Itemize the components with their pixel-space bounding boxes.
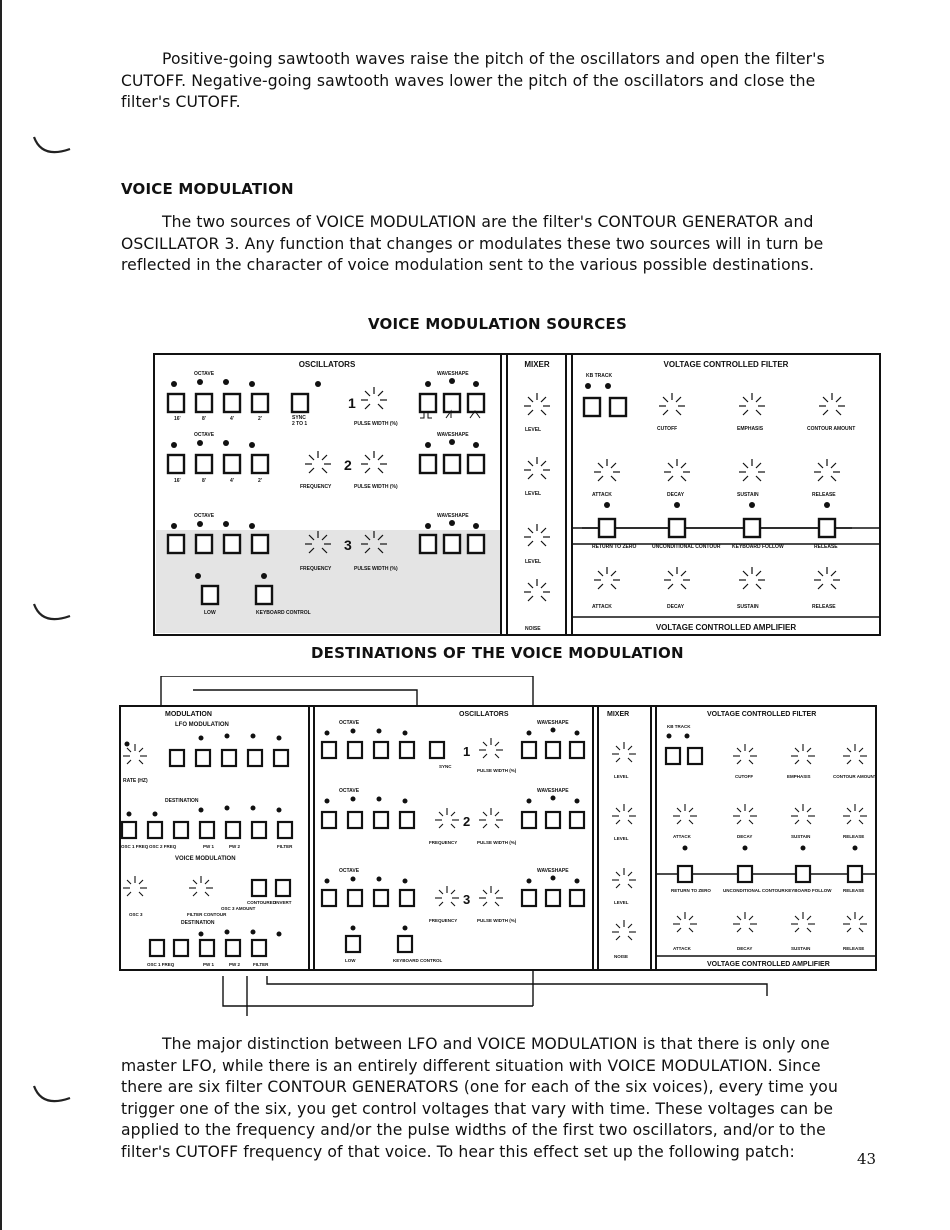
svg-text:CONTOURED: CONTOURED bbox=[247, 900, 276, 905]
svg-text:8': 8' bbox=[202, 478, 206, 484]
svg-text:RELEASE: RELEASE bbox=[812, 492, 836, 498]
svg-text:16': 16' bbox=[174, 416, 181, 422]
svg-text:FILTER: FILTER bbox=[277, 844, 293, 849]
svg-text:DECAY: DECAY bbox=[667, 492, 685, 498]
svg-text:KEYBOARD CONTROL: KEYBOARD CONTROL bbox=[393, 958, 443, 963]
svg-text:2': 2' bbox=[258, 416, 262, 422]
svg-text:RATE (HZ): RATE (HZ) bbox=[123, 778, 148, 784]
svg-text:OSC 3: OSC 3 bbox=[129, 912, 143, 917]
svg-text:LEVEL: LEVEL bbox=[614, 900, 629, 905]
page-number: 43 bbox=[857, 1150, 877, 1168]
svg-text:2 TO 1: 2 TO 1 bbox=[292, 421, 308, 427]
voice-modulation-paragraph: The two sources of VOICE MODULATION are the filter's CONTOUR GENERATOR and OSCILLATOR 3. Any function that changes or modulates these two sources will in turn be reflected in the character of voice modulation sent to the various possible destinations. bbox=[121, 213, 824, 274]
svg-text:CONTOUR AMOUNT: CONTOUR AMOUNT bbox=[807, 426, 856, 432]
svg-text:SUSTAIN: SUSTAIN bbox=[791, 834, 811, 839]
svg-text:ATTACK: ATTACK bbox=[592, 492, 612, 498]
svg-text:WAVESHAPE: WAVESHAPE bbox=[537, 868, 569, 874]
svg-text:OSC 1 FREQ: OSC 1 FREQ bbox=[121, 844, 149, 849]
section-label-vca: VOLTAGE CONTROLLED AMPLIFIER bbox=[655, 623, 797, 632]
svg-text:PW 1: PW 1 bbox=[203, 844, 215, 849]
svg-text:CUTOFF: CUTOFF bbox=[657, 426, 678, 432]
svg-text:DECAY: DECAY bbox=[737, 834, 753, 839]
svg-text:OSCILLATORS: OSCILLATORS bbox=[459, 711, 509, 718]
figure-title-sources: VOICE MODULATION SOURCES bbox=[368, 315, 627, 333]
svg-text:FREQUENCY: FREQUENCY bbox=[300, 484, 332, 490]
svg-text:RETURN TO ZERO: RETURN TO ZERO bbox=[592, 544, 637, 550]
svg-text:MIXER: MIXER bbox=[607, 711, 630, 718]
svg-text:DESTINATION: DESTINATION bbox=[165, 798, 199, 804]
svg-text:OCTAVE: OCTAVE bbox=[194, 371, 215, 377]
svg-text:MODULATION: MODULATION bbox=[165, 711, 212, 718]
svg-text:OCTAVE: OCTAVE bbox=[194, 432, 215, 438]
svg-text:4': 4' bbox=[230, 416, 234, 422]
svg-text:KB TRACK: KB TRACK bbox=[586, 373, 613, 379]
svg-text:2': 2' bbox=[258, 478, 262, 484]
svg-text:WAVESHAPE: WAVESHAPE bbox=[437, 432, 469, 438]
svg-text:SUSTAIN: SUSTAIN bbox=[737, 492, 759, 498]
svg-text:FREQUENCY: FREQUENCY bbox=[429, 840, 458, 845]
svg-text:KB TRACK: KB TRACK bbox=[667, 724, 691, 729]
svg-text:SUSTAIN: SUSTAIN bbox=[791, 946, 811, 951]
svg-text:DESTINATION: DESTINATION bbox=[181, 920, 215, 926]
svg-text:NOISE: NOISE bbox=[525, 626, 541, 632]
svg-text:DECAY: DECAY bbox=[667, 604, 685, 610]
svg-text:PULSE WIDTH (%): PULSE WIDTH (%) bbox=[354, 566, 398, 572]
svg-text:CUTOFF: CUTOFF bbox=[735, 774, 754, 779]
svg-text:VOLTAGE CONTROLLED AMPLIFIER: VOLTAGE CONTROLLED AMPLIFIER bbox=[707, 961, 830, 968]
svg-text:SUSTAIN: SUSTAIN bbox=[737, 604, 759, 610]
svg-text:OSC 3 AMOUNT: OSC 3 AMOUNT bbox=[221, 906, 256, 911]
binder-punch-mark bbox=[30, 133, 74, 163]
svg-text:OCTAVE: OCTAVE bbox=[339, 868, 360, 874]
voice-modulation-sources-figure bbox=[152, 352, 882, 637]
section-label-oscillators: OSCILLATORS bbox=[298, 360, 356, 369]
svg-text:WAVESHAPE: WAVESHAPE bbox=[437, 371, 469, 377]
svg-text:RELEASE: RELEASE bbox=[814, 544, 838, 550]
svg-text:2: 2 bbox=[463, 814, 471, 829]
svg-text:WAVESHAPE: WAVESHAPE bbox=[537, 720, 569, 726]
svg-text:16': 16' bbox=[174, 478, 181, 484]
svg-text:LFO MODULATION: LFO MODULATION bbox=[175, 722, 229, 728]
svg-text:3: 3 bbox=[463, 892, 471, 907]
svg-text:OSC 1 FREQ: OSC 1 FREQ bbox=[147, 962, 175, 967]
svg-text:FREQUENCY: FREQUENCY bbox=[429, 918, 458, 923]
svg-text:OCTAVE: OCTAVE bbox=[339, 720, 360, 726]
svg-text:KEYBOARD CONTROL: KEYBOARD CONTROL bbox=[256, 610, 311, 616]
svg-text:EMPHASIS: EMPHASIS bbox=[787, 774, 811, 779]
svg-text:WAVESHAPE: WAVESHAPE bbox=[537, 788, 569, 794]
svg-text:1: 1 bbox=[348, 395, 356, 411]
svg-text:RELEASE: RELEASE bbox=[843, 888, 865, 893]
svg-text:8': 8' bbox=[202, 416, 206, 422]
svg-text:FILTER CONTOUR: FILTER CONTOUR bbox=[187, 912, 227, 917]
svg-text:EMPHASIS: EMPHASIS bbox=[737, 426, 764, 432]
svg-text:LEVEL: LEVEL bbox=[525, 427, 542, 433]
svg-text:CONTOUR AMOUNT: CONTOUR AMOUNT bbox=[833, 774, 877, 779]
svg-text:LEVEL: LEVEL bbox=[525, 491, 542, 497]
svg-text:DECAY: DECAY bbox=[737, 946, 753, 951]
svg-text:VOICE MODULATION: VOICE MODULATION bbox=[175, 856, 236, 862]
svg-text:PULSE WIDTH (%): PULSE WIDTH (%) bbox=[477, 918, 517, 923]
svg-text:LOW: LOW bbox=[204, 610, 216, 616]
voice-modulation-destinations-figure bbox=[117, 676, 879, 1016]
svg-text:4': 4' bbox=[230, 478, 234, 484]
svg-text:PW 2: PW 2 bbox=[229, 844, 241, 849]
svg-text:LOW: LOW bbox=[345, 958, 356, 963]
svg-text:PULSE WIDTH (%): PULSE WIDTH (%) bbox=[477, 840, 517, 845]
svg-text:OCTAVE: OCTAVE bbox=[194, 513, 215, 519]
svg-text:NOISE: NOISE bbox=[614, 954, 629, 959]
svg-text:UNCONDITIONAL CONTOUR: UNCONDITIONAL CONTOUR bbox=[652, 544, 721, 550]
svg-text:1: 1 bbox=[463, 744, 471, 759]
binder-punch-mark bbox=[30, 600, 74, 630]
svg-text:KEYBOARD FOLLOW: KEYBOARD FOLLOW bbox=[732, 544, 784, 550]
svg-text:LEVEL: LEVEL bbox=[614, 836, 629, 841]
svg-text:FILTER: FILTER bbox=[253, 962, 269, 967]
svg-text:SYNC: SYNC bbox=[439, 764, 452, 769]
binder-punch-mark bbox=[30, 1082, 74, 1112]
svg-text:RELEASE: RELEASE bbox=[843, 946, 865, 951]
closing-paragraph: The major distinction between LFO and VOICE MODULATION is that there is only one master LFO, while there is an entirely different situation with VOICE MODULATION. Since there are six filter CONTOUR GENERATORS (one for each of the six voices), every time you trigger one of the six, you get control voltages that vary with time. These voltages can be applied to the frequency and/or the pulse widths of the first two oscillators, and/or to the filter's CUTOFF frequency of that voice. To hear this effect set up the following patch: bbox=[121, 1035, 838, 1161]
section-label-mixer: MIXER bbox=[524, 360, 550, 369]
svg-text:SYNC: SYNC bbox=[292, 415, 306, 421]
svg-text:LEVEL: LEVEL bbox=[614, 774, 629, 779]
svg-text:WAVESHAPE: WAVESHAPE bbox=[437, 513, 469, 519]
svg-text:2: 2 bbox=[344, 457, 352, 473]
svg-text:ATTACK: ATTACK bbox=[673, 946, 691, 951]
svg-text:OSC 2 FREQ: OSC 2 FREQ bbox=[149, 844, 177, 849]
svg-text:PW 1: PW 1 bbox=[203, 962, 215, 967]
svg-text:PULSE WIDTH (%): PULSE WIDTH (%) bbox=[354, 484, 398, 490]
svg-text:RELEASE: RELEASE bbox=[812, 604, 836, 610]
section-label-vcf: VOLTAGE CONTROLLED FILTER bbox=[663, 360, 789, 369]
svg-text:UNCONDITIONAL CONTOUR: UNCONDITIONAL CONTOUR bbox=[723, 888, 785, 893]
svg-text:3: 3 bbox=[344, 537, 352, 553]
svg-text:FREQUENCY: FREQUENCY bbox=[300, 566, 332, 572]
svg-text:PULSE WIDTH (%): PULSE WIDTH (%) bbox=[354, 421, 398, 427]
svg-text:INVERT: INVERT bbox=[275, 900, 292, 905]
intro-paragraph: Positive-going sawtooth waves raise the pitch of the oscillators and open the filter's CUTOFF. Negative-going sawtooth waves lower the pitch of the oscillators and close the filter's CUTOFF. bbox=[121, 50, 825, 111]
svg-text:VOLTAGE CONTROLLED FILTER: VOLTAGE CONTROLLED FILTER bbox=[707, 711, 817, 718]
svg-text:LEVEL: LEVEL bbox=[525, 559, 542, 565]
svg-text:PULSE WIDTH (%): PULSE WIDTH (%) bbox=[477, 768, 517, 773]
section-heading-voice-modulation: VOICE MODULATION bbox=[121, 180, 294, 198]
page-edge-rule bbox=[0, 0, 2, 1230]
svg-text:KEYBOARD FOLLOW: KEYBOARD FOLLOW bbox=[785, 888, 832, 893]
svg-text:RETURN TO ZERO: RETURN TO ZERO bbox=[671, 888, 711, 893]
figure-title-destinations: DESTINATIONS OF THE VOICE MODULATION bbox=[311, 644, 684, 662]
svg-text:RELEASE: RELEASE bbox=[843, 834, 865, 839]
svg-text:PW 2: PW 2 bbox=[229, 962, 241, 967]
svg-text:OCTAVE: OCTAVE bbox=[339, 788, 360, 794]
svg-text:ATTACK: ATTACK bbox=[592, 604, 612, 610]
svg-text:ATTACK: ATTACK bbox=[673, 834, 691, 839]
